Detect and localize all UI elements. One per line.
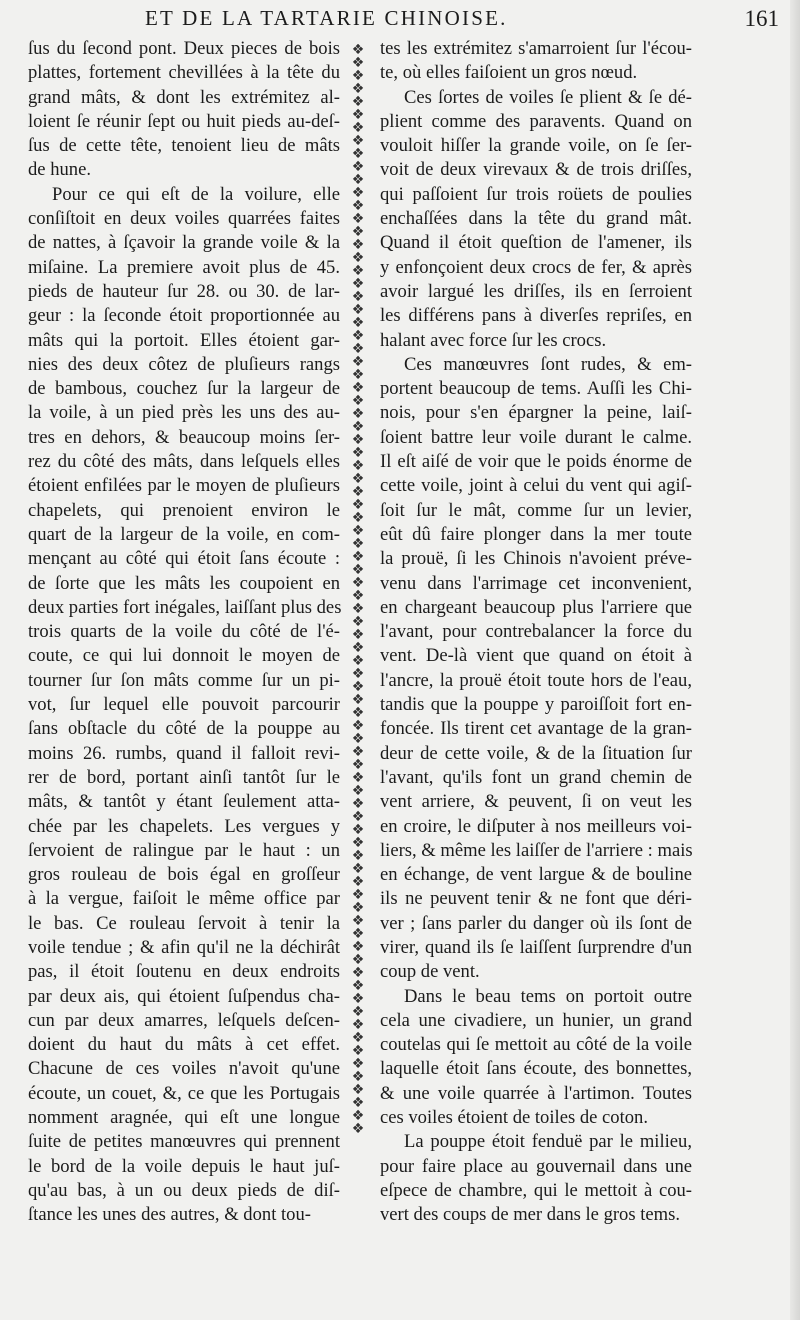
fleuron-ornament: ❖ [351, 263, 365, 279]
fleuron-ornament: ❖ [351, 302, 365, 318]
text-line: ver ; ſans parler du danger où ils ſont de [380, 912, 692, 934]
text-line: miſaine. La premiere avoit plus de 45. [28, 256, 340, 278]
fleuron-ornament: ❖ [351, 874, 365, 890]
fleuron-ornament: ❖ [351, 367, 365, 383]
text-line: y enfonçoient deux crocs de fer, & après [380, 256, 692, 278]
left-text-column [28, 37, 340, 1228]
text-line: l'avant, pour contrebalancer la force du [380, 621, 692, 643]
text-line: les différens pans à diverſes repriſes, en [380, 305, 692, 327]
text-line: tres en dehors, & beaucoup moins ſer- [28, 426, 340, 448]
text-line: pour faire place au gouvernail dans une [380, 1155, 692, 1177]
text-line: tourner ſur ſon mâts comme ſur un pi- [28, 669, 340, 691]
fleuron-ornament: ❖ [351, 757, 365, 773]
fleuron-ornament: ❖ [351, 419, 365, 435]
text-line: chapelets, qui prenoient environ le [28, 499, 340, 521]
text-line: ſus de cette tête, tenoient lieu de mâts [28, 135, 340, 157]
text-line: Quand il étoit queſtion de l'amener, ils [380, 232, 692, 254]
text-line: tes les extrémitez s'amarroient ſur l'écou- [380, 38, 692, 59]
fleuron-ornament: ❖ [351, 952, 365, 968]
text-line: gros rouleau de bois égal en groſſeur [28, 864, 340, 886]
text-line: ces voiles étoient de toiles de coton. [380, 1107, 648, 1129]
fleuron-ornament: ❖ [351, 146, 365, 162]
text-line: enchaſſées dans la tête du grand mât. [380, 208, 692, 230]
fleuron-ornament: ❖ [351, 601, 365, 617]
fleuron-ornament: ❖ [351, 406, 365, 422]
fleuron-ornament: ❖ [351, 913, 365, 929]
text-line: ſoit ſur le mât, comme ſur un levier, [380, 499, 692, 521]
fleuron-ornament: ❖ [351, 770, 365, 786]
running-title: ET DE LA TARTARIE CHINOISE. [145, 6, 508, 30]
fleuron-ornament: ❖ [351, 341, 365, 357]
fleuron-ornament: ❖ [351, 705, 365, 721]
fleuron-ornament: ❖ [351, 822, 365, 838]
text-line: avoir largué les driſſes, ils en ſerroient [380, 280, 692, 302]
fleuron-ornament: ❖ [351, 198, 365, 214]
text-line: coutelas qui ſe mettoit au côté de la voile [380, 1034, 692, 1056]
text-line: virer, quand ils ſe laiſſent ſurprendre d'un [380, 936, 692, 958]
text-line: Il eſt aiſé de voir que le poids énorme de [380, 451, 692, 473]
fleuron-ornament: ❖ [351, 900, 365, 916]
fleuron-ornament: ❖ [351, 393, 365, 409]
fleuron-ornament: ❖ [351, 120, 365, 136]
text-line: laquelle étoit ſans écoute, des bonnettes, [380, 1058, 692, 1080]
text-line: par deux ais, qui étoient ſuſpendus cha- [28, 985, 340, 1007]
text-line: nois, pour s'en épargner la peine, laiſ- [380, 402, 692, 424]
fleuron-ornament: ❖ [351, 731, 365, 747]
text-line: de ſorte que les mâts les coupoient en [28, 572, 340, 594]
fleuron-ornament: ❖ [351, 276, 365, 292]
fleuron-ornament: ❖ [351, 1043, 365, 1059]
text-line: Pour ce qui eſt de la voilure, elle [52, 183, 340, 205]
text-line: chée par les chapelets. Les vergues y [28, 815, 340, 837]
fleuron-ornament: ❖ [351, 536, 365, 552]
text-line: plattes, fortement chevillées à la tête du [28, 62, 340, 84]
fleuron-ornament: ❖ [351, 640, 365, 656]
text-line: Dans le beau tems on portoit outre [404, 985, 692, 1007]
fleuron-ornament: ❖ [351, 328, 365, 344]
fleuron-ornament: ❖ [351, 796, 365, 812]
text-line: mâts, & tantôt y étant ſeulement atta- [28, 791, 340, 813]
text-line: venu dans l'arrimage cet inconvenient, [380, 572, 692, 594]
fleuron-ornament: ❖ [351, 861, 365, 877]
text-line: moins 26. rumbs, quand il falloit revi- [28, 742, 340, 764]
fleuron-ornament: ❖ [351, 471, 365, 487]
text-line: cun par deux amarres, leſquels deſcen- [28, 1009, 340, 1031]
fleuron-ornament: ❖ [351, 1082, 365, 1098]
fleuron-ornament: ❖ [351, 68, 365, 84]
fleuron-ornament: ❖ [351, 588, 365, 604]
text-line: grand mâts, & dont les extrémitez al- [28, 86, 340, 108]
text-line: l'ancre, la prouë étoit toute hors de l'eau, [380, 669, 692, 691]
text-line: coup de vent. [380, 961, 480, 983]
fleuron-ornament: ❖ [351, 107, 365, 123]
fleuron-ornament: ❖ [351, 497, 365, 513]
text-line: voile tendue ; & afin qu'il ne la déchirât [28, 936, 340, 958]
text-line: quart de la largeur de la voile, en com- [28, 523, 340, 545]
text-line: vent. De-là vient que quand on étoit à [380, 645, 692, 667]
fleuron-ornament: ❖ [351, 354, 365, 370]
text-line: en croire, le diſputer à nos meilleurs voi- [380, 815, 692, 837]
fleuron-ornament: ❖ [351, 1056, 365, 1072]
right-text-column [380, 37, 692, 1228]
text-line: l'avant, qu'ils font un grand chemin de [380, 766, 692, 788]
text-line: geur : la ſeconde étoit proportionnée au [28, 305, 340, 327]
fleuron-ornament: ❖ [351, 1017, 365, 1033]
fleuron-ornament: ❖ [351, 679, 365, 695]
text-line: de nattes, à ſçavoir la grande voile & la [28, 232, 340, 254]
text-line: Ces ſortes de voiles ſe plient & ſe dé- [404, 86, 692, 108]
fleuron-ornament: ❖ [351, 523, 365, 539]
fleuron-ornament: ❖ [351, 692, 365, 708]
fleuron-ornament: ❖ [351, 1108, 365, 1124]
text-line: pieds de hauteur ſur 28. ou 30. de lar- [28, 280, 340, 302]
fleuron-ornament: ❖ [351, 614, 365, 630]
fleuron-ornament: ❖ [351, 926, 365, 942]
fleuron-ornament: ❖ [351, 1121, 365, 1134]
fleuron-ornament: ❖ [351, 718, 365, 734]
text-line: de hune. [28, 159, 91, 181]
fleuron-ornament: ❖ [351, 159, 365, 175]
ornamental-column-divider [350, 44, 366, 1134]
text-line: ſoient battre leur voile durant le calme. [380, 426, 692, 448]
fleuron-ornament: ❖ [351, 94, 365, 110]
text-line: ſuite de petites manœuvres qui prennent [28, 1131, 340, 1153]
fleuron-ornament: ❖ [351, 250, 365, 266]
text-line: liers, & même les laiſſer de l'arriere : mais [380, 839, 693, 861]
text-line: vot, ſur lequel elle pouvoit parcourir [28, 694, 340, 716]
text-line: vouloit hiſſer la grande voile, on ſe ſer- [380, 135, 692, 157]
text-line: écoute, un couet, &, ce que les Portugais [28, 1082, 340, 1104]
text-line: te, où elles faiſoient un gros nœud. [380, 62, 638, 84]
fleuron-ornament: ❖ [351, 627, 365, 643]
text-line: eſpece de chambre, qui le mettoit à cou- [380, 1179, 692, 1201]
fleuron-ornament: ❖ [351, 380, 365, 396]
text-line: le bas. Ce rouleau ſervoit à tenir la [28, 912, 340, 934]
text-line: le bord de la voile depuis le haut juſ- [28, 1155, 340, 1177]
fleuron-ornament: ❖ [351, 1069, 365, 1085]
fleuron-ornament: ❖ [351, 484, 365, 500]
text-line: ſus du ſecond pont. Deux pieces de bois [28, 38, 340, 59]
fleuron-ornament: ❖ [351, 965, 365, 981]
text-line: voit de deux virevaux & de trois driſſes, [380, 159, 692, 181]
fleuron-ornament: ❖ [351, 315, 365, 331]
fleuron-ornament: ❖ [351, 809, 365, 825]
text-line: conſiſtoit en deux voiles quarrées faites [28, 208, 340, 230]
text-line: halant avec force ſur les crocs. [380, 329, 607, 351]
fleuron-ornament: ❖ [351, 1030, 365, 1046]
text-line: cette voile, joint à celui du vent qui agiſ- [380, 475, 692, 497]
fleuron-ornament: ❖ [351, 445, 365, 461]
fleuron-ornament: ❖ [351, 172, 365, 188]
fleuron-ornament: ❖ [351, 562, 365, 578]
text-line: à la vergue, faiſoit le même office par [28, 888, 340, 910]
text-line: en échange, de vent largue & de bouline [380, 864, 692, 886]
text-line: ſtance les unes des autres, & dont tou- [28, 1204, 311, 1226]
text-line: portent beaucoup de tems. Auſſi les Chi- [380, 378, 692, 400]
text-line: foncée. Ils tirent cet avantage de la gran- [380, 718, 692, 740]
text-line: pas, il étoit ſoutenu en deux endroits [28, 961, 340, 983]
fleuron-ornament: ❖ [351, 237, 365, 253]
text-line: ſervoient de ralingue par le haut : un [28, 839, 340, 861]
fleuron-ornament: ❖ [351, 458, 365, 474]
text-line: plient comme des paravents. Quand on [380, 110, 692, 132]
text-line: & une voile quarrée à l'artimon. Toutes [380, 1082, 692, 1104]
fleuron-ornament: ❖ [351, 1095, 365, 1111]
text-line: nomment aragnée, qui eſt une longue [28, 1107, 340, 1129]
text-line: étoient enfilées par le moyen de pluſieurs [28, 475, 340, 497]
fleuron-ornament: ❖ [351, 978, 365, 994]
text-line: Chacune de ces voiles n'avoit qu'une [28, 1058, 340, 1080]
text-line: Ces manœuvres ſont rudes, & em- [404, 353, 692, 375]
text-line: mençant au côté qui étoit ſans écoute : [28, 548, 340, 570]
fleuron-ornament: ❖ [351, 887, 365, 903]
text-line: vert des coups de mer dans le gros tems. [380, 1204, 681, 1226]
page-edge-shadow [790, 0, 800, 1320]
fleuron-ornament: ❖ [351, 185, 365, 201]
fleuron-ornament: ❖ [351, 55, 365, 71]
fleuron-ornament: ❖ [351, 991, 365, 1007]
fleuron-ornament: ❖ [351, 510, 365, 526]
fleuron-ornament: ❖ [351, 1004, 365, 1020]
text-line: vent arriere, & peuvent, ſi on veut les [380, 791, 692, 813]
text-line: doient du haut du mâts à cet effet. [28, 1034, 340, 1056]
fleuron-ornament: ❖ [351, 432, 365, 448]
fleuron-ornament: ❖ [351, 81, 365, 97]
text-line: eût dû faire plonger dans la mer toute [380, 523, 692, 545]
text-line: la voile, à un pied près les uns des au- [28, 402, 340, 424]
fleuron-ornament: ❖ [351, 575, 365, 591]
text-line: cela une civadiere, un hunier, un grand [380, 1009, 692, 1031]
text-line: rez du côté des mâts, dans leſquels elles [28, 451, 340, 473]
text-line: deur de cette voile, & de la ſituation ſur [380, 742, 692, 764]
text-line: de bambous, couchez ſur la largeur de [28, 378, 340, 400]
fleuron-ornament: ❖ [351, 289, 365, 305]
page-header [145, 6, 785, 36]
text-line: coute, ce qui lui donnoit le moyen de [28, 645, 340, 667]
fleuron-ornament: ❖ [351, 211, 365, 227]
text-line: la prouë, ſi les Chinois n'avoient préve- [380, 548, 692, 570]
fleuron-ornament: ❖ [351, 783, 365, 799]
text-line: rer de bord, portant ainſi tantôt ſur le [28, 766, 340, 788]
text-line: tandis que la pouppe y paroiſſoit fort en- [380, 694, 692, 716]
fleuron-ornament: ❖ [351, 666, 365, 682]
fleuron-ornament: ❖ [351, 848, 365, 864]
fleuron-ornament: ❖ [351, 835, 365, 851]
fleuron-ornament: ❖ [351, 133, 365, 149]
text-line: nies des deux côtez de pluſieurs rangs [28, 353, 340, 375]
text-line: ſans obſtacle du côté de la pouppe au [28, 718, 340, 740]
fleuron-ornament: ❖ [351, 224, 365, 240]
text-line: mâts qui la portoit. Elles étoient gar- [28, 329, 340, 351]
text-line: trois quarts de la voile du côté de l'é- [28, 621, 340, 643]
fleuron-ornament: ❖ [351, 549, 365, 565]
fleuron-ornament: ❖ [351, 44, 365, 58]
text-line: loient ſe réunir ſept ou huit pieds au-deſ- [28, 110, 340, 132]
text-line: qui paſſoient ſur trois roüets de poulies [380, 183, 692, 205]
fleuron-ornament: ❖ [351, 744, 365, 760]
text-line: qu'au bas, à un ou deux pieds de diſ- [28, 1179, 340, 1201]
text-line: deux parties fort inégales, laiſſant plus des [28, 596, 342, 618]
fleuron-ornament: ❖ [351, 653, 365, 669]
page-number: 161 [744, 6, 779, 31]
fleuron-ornament: ❖ [351, 939, 365, 955]
text-line: ils ne peuvent tenir & ne font que déri- [380, 888, 692, 910]
text-line: La pouppe étoit fenduë par le milieu, [404, 1131, 692, 1153]
text-line: en chargeant beaucoup plus l'arriere que [380, 596, 692, 618]
